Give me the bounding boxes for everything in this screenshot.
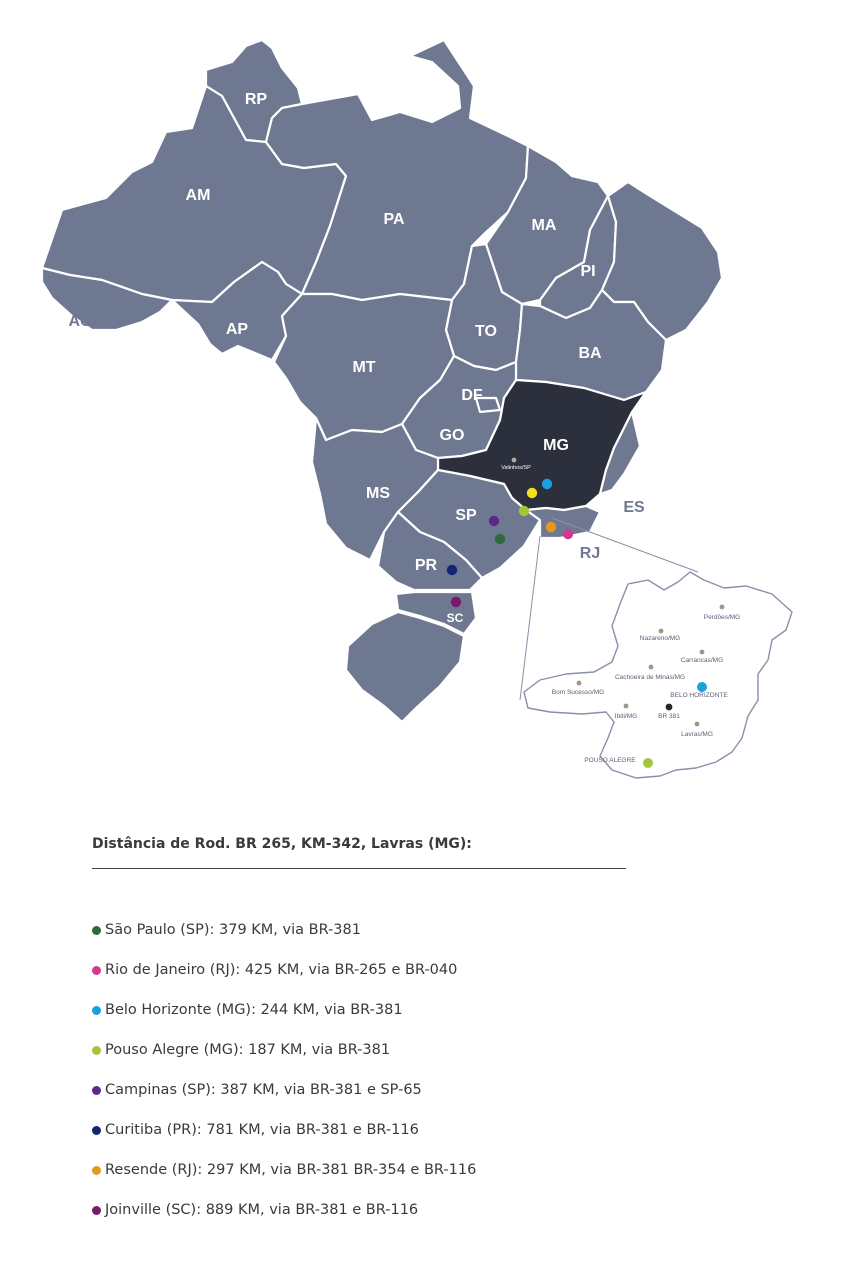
legend-item	[92, 1075, 652, 1105]
inset-label-ibiti: Ibiti/MG	[614, 713, 638, 720]
dot-curitiba	[447, 565, 457, 575]
label-ac: AC	[68, 313, 92, 330]
label-ap: AP	[225, 321, 249, 338]
inset-dot-belo-horizonte	[697, 682, 707, 692]
legend-item-text: Campinas (SP): 387 KM, via BR-381 e SP-65	[105, 1082, 422, 1098]
legend-item	[92, 1155, 652, 1185]
inset-label-br381: BR 381	[658, 713, 680, 720]
label-rj: RJ	[579, 545, 601, 562]
legend-item-text: Rio de Janeiro (RJ): 425 KM, via BR-265 e BR-040	[105, 962, 458, 978]
dot-lavras	[527, 488, 537, 498]
valinhos-marker	[512, 458, 517, 463]
inset-label-nazareno: Nazareno/MG	[639, 635, 681, 642]
label-df: DF	[461, 387, 483, 404]
dot-resende	[546, 522, 556, 532]
inset-dot-pouso-alegre	[643, 758, 653, 768]
legend-item	[92, 995, 652, 1025]
legend-item-text: São Paulo (SP): 379 KM, via BR-381	[105, 922, 361, 938]
legend-item-text: Joinville (SC): 889 KM, via BR-381 e BR-116	[105, 1202, 419, 1218]
label-ma: MA	[531, 217, 557, 234]
legend-item-text: Curitiba (PR): 781 KM, via BR-381 e BR-116	[105, 1122, 419, 1138]
inset-dot-br381	[666, 704, 673, 711]
legend-item	[92, 1035, 652, 1065]
dot-campinas	[489, 516, 499, 526]
label-pi: PI	[580, 263, 596, 280]
dot-belo-horizonte	[542, 479, 552, 489]
label-sp: SP	[455, 507, 477, 524]
label-sc: SC	[446, 611, 464, 625]
inset-label-lavras: Lavras/MG	[681, 731, 713, 738]
legend-item-text: Belo Horizonte (MG): 244 KM, via BR-381	[105, 1002, 403, 1018]
label-mt: MT	[352, 359, 376, 376]
label-es: ES	[623, 499, 645, 516]
label-mg: MG	[543, 437, 569, 454]
legend-item	[92, 915, 652, 945]
valinhos-label: Valinhos/SP	[501, 465, 531, 471]
legend-list	[92, 915, 652, 1225]
dot-sao-paulo	[495, 534, 505, 544]
label-to: TO	[475, 323, 497, 340]
legend-item	[92, 1195, 652, 1225]
legend-item	[92, 1115, 652, 1145]
dot-joinville	[451, 597, 461, 607]
bullet-icon	[92, 1086, 101, 1095]
label-pr: PR	[414, 557, 438, 574]
bullet-icon	[92, 966, 101, 975]
inset-label-carrancas: Carrancas/MG	[680, 657, 724, 664]
bullet-icon	[92, 1126, 101, 1135]
distance-legend	[92, 836, 652, 1235]
inset-label-cachoeira: Cachoeira de Minas/MG	[614, 674, 686, 681]
label-ms: MS	[366, 485, 390, 502]
inset-label-pouso-alegre: POUSO ALEGRE	[584, 757, 636, 764]
bullet-icon	[92, 926, 101, 935]
legend-item	[92, 955, 652, 985]
dot-pouso-alegre	[519, 506, 529, 516]
legend-title: Distância de Rod. BR 265, KM-342, Lavras (MG):	[92, 836, 472, 852]
bullet-icon	[92, 1166, 101, 1175]
inset-label-bom-sucesso: Bom Sucesso/MG	[551, 689, 605, 696]
label-rp: RP	[244, 91, 268, 108]
label-am: AM	[185, 187, 211, 204]
inset-label-belo-horizonte: BELO HORIZONTE	[670, 692, 728, 699]
state-rs	[346, 612, 464, 722]
bullet-icon	[92, 1206, 101, 1215]
inset-label-perdoes: Perdões/MG	[703, 614, 741, 621]
label-pa: PA	[383, 211, 405, 228]
inset-connector-right	[552, 518, 698, 572]
legend-divider	[92, 868, 626, 869]
bullet-icon	[92, 1006, 101, 1015]
bullet-icon	[92, 1046, 101, 1055]
legend-item-text: Pouso Alegre (MG): 187 KM, via BR-381	[105, 1042, 391, 1058]
inset-connector-left	[520, 536, 540, 700]
legend-item-text: Resende (RJ): 297 KM, via BR-381 BR-354 e BR-116	[105, 1162, 477, 1178]
dot-rio-de-janeiro	[563, 529, 573, 539]
label-go: GO	[439, 427, 465, 444]
label-ba: BA	[578, 345, 602, 362]
